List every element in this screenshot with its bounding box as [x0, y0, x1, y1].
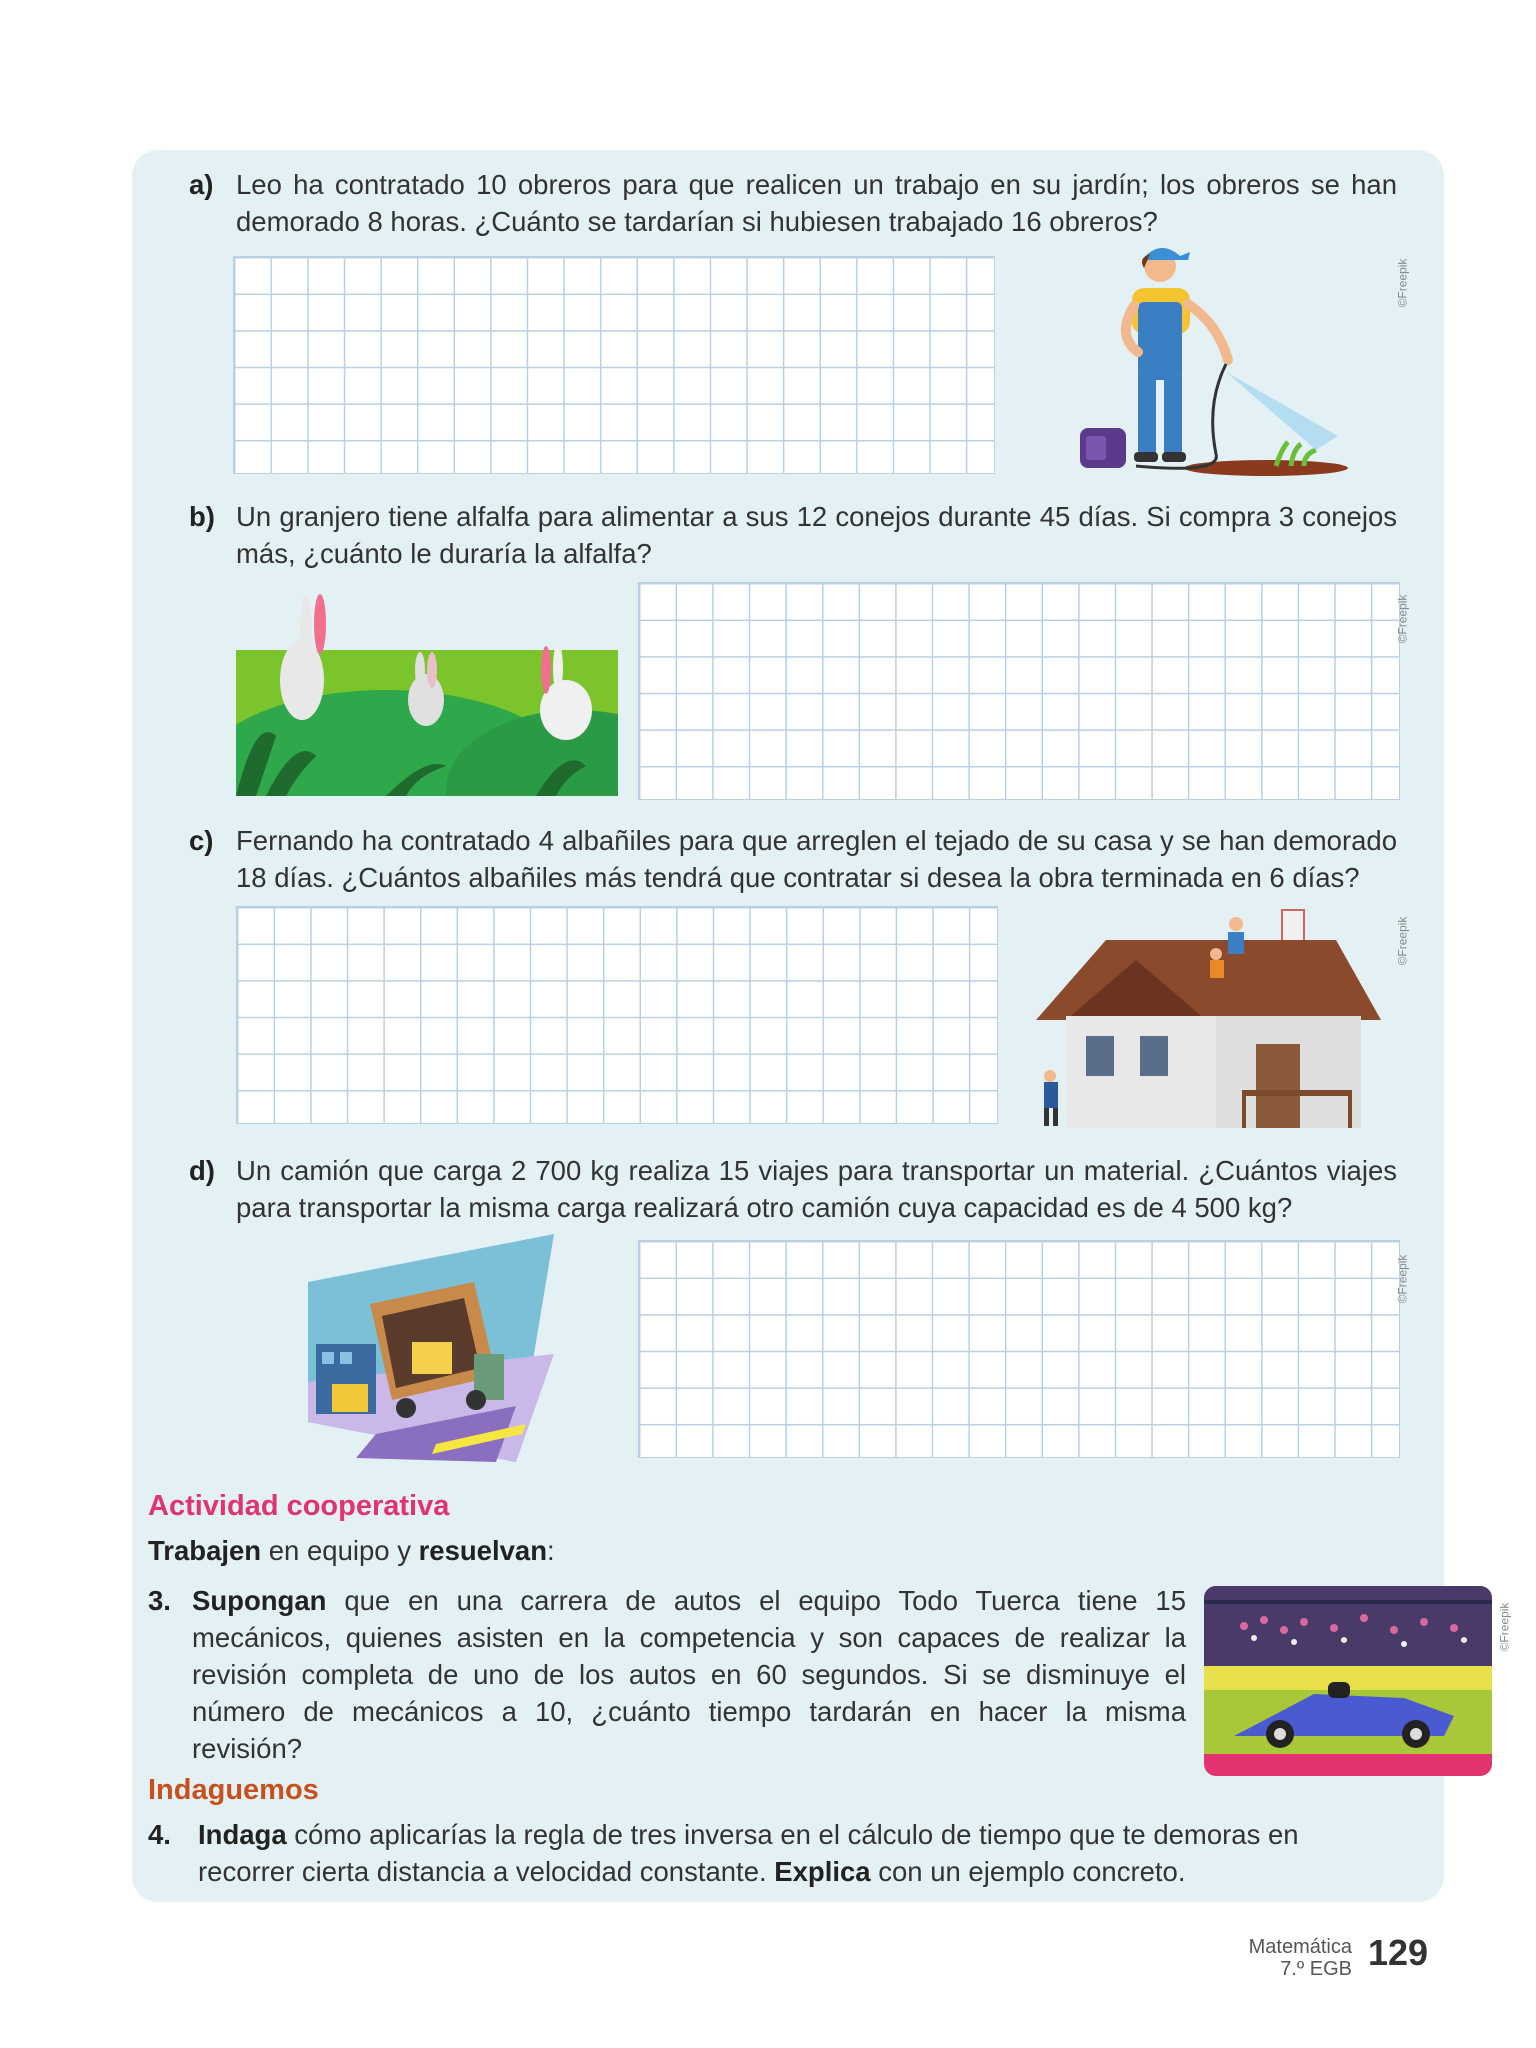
- gardener-illustration: [1076, 240, 1362, 480]
- answer-grid-c[interactable]: [236, 906, 998, 1124]
- exercise-c-label: c): [189, 825, 214, 856]
- exercise-a: [191, 166, 1397, 240]
- exercise-b: [191, 498, 1397, 572]
- cooperative-title: Actividad cooperativa: [148, 1490, 450, 1522]
- answer-grid-a[interactable]: [233, 256, 995, 474]
- item-3-text: [192, 1582, 1186, 1767]
- exercise-d: [191, 1152, 1397, 1226]
- item-4-body-1: cómo aplicarías la regla de tres inversa en el cálculo de tiempo que te demoras en recorrer cierta distancia a velocidad constante.: [198, 1819, 1299, 1887]
- exercise-d-label: d): [189, 1155, 215, 1186]
- exercise-c-text: Fernando ha contratado 4 albañiles para que arreglen el tejado de su casa y se han demorado 18 días. ¿Cuántos albañiles más tendrá que contratar si desea la obra terminada en 6 días?: [236, 825, 1397, 893]
- race-car-illustration: [1204, 1586, 1492, 1776]
- image-credit-race: ©Freepik: [1497, 1602, 1512, 1652]
- exercise-a-text: Leo ha contratado 10 obreros para que realicen un trabajo en su jardín; los obreros se han demorado 8 horas. ¿Cuánto se tardarían si hubiesen trabajado 16 obreros?: [236, 169, 1397, 237]
- exercise-b-label: b): [189, 501, 215, 532]
- instruction-bold-solve: resuelvan: [418, 1535, 548, 1566]
- instruction-mid: en equipo y: [261, 1535, 419, 1566]
- item-4-bold-indaga: Indaga: [198, 1819, 287, 1850]
- house-roofers-illustration: [1036, 904, 1386, 1128]
- truck-illustration: [296, 1234, 558, 1466]
- rabbits-illustration: [236, 590, 618, 796]
- footer-subject: Matemática: [1248, 1936, 1352, 1958]
- item-4-body-2: con un ejemplo concreto.: [870, 1856, 1186, 1887]
- exercise-d-text: Un camión que carga 2 700 kg realiza 15 viajes para transportar un material. ¿Cuántos viajes para transportar la misma carga realizará otro camión cuya capacidad es de 4 500 kg?: [236, 1155, 1397, 1223]
- exercise-a-label: a): [189, 169, 214, 200]
- instruction-bold-work: Trabajen: [148, 1535, 262, 1566]
- answer-grid-d[interactable]: [638, 1240, 1400, 1458]
- item-3-bold: Supongan: [192, 1585, 327, 1616]
- exercise-c: [191, 822, 1397, 896]
- image-credit-a: ©Freepik: [1395, 258, 1410, 308]
- page-number: 129: [1368, 1932, 1429, 1973]
- cooperative-instruction: [148, 1532, 555, 1569]
- item-4-bold-explica: Explica: [774, 1856, 871, 1887]
- exercise-b-text: Un granjero tiene alfalfa para alimentar a sus 12 conejos durante 45 días. Si compra 3 conejos más, ¿cuánto le duraría la alfalfa?: [236, 501, 1397, 569]
- item-3-body: que en una carrera de autos el equipo Todo Tuerca tiene 15 mecánicos, quienes asisten en la competencia y son capaces de realizar la revisión completa de uno de los autos en 60 segundos. Si se disminuye el número de mecánicos a 10, ¿cuánto tiempo tardarán en hacer la misma revisión?: [192, 1585, 1186, 1764]
- item-4-text: [198, 1816, 1398, 1890]
- image-credit-c: ©Freepik: [1395, 916, 1410, 966]
- image-credit-b: ©Freepik: [1395, 594, 1410, 644]
- instruction-end: :: [547, 1535, 555, 1566]
- image-credit-d: ©Freepik: [1395, 1254, 1410, 1304]
- investigate-title: Indaguemos: [148, 1774, 319, 1806]
- item-3-number: 3.: [148, 1585, 171, 1616]
- answer-grid-b[interactable]: [638, 582, 1400, 800]
- item-4-number: 4.: [148, 1819, 171, 1850]
- footer-grade: 7.º EGB: [1280, 1958, 1352, 1980]
